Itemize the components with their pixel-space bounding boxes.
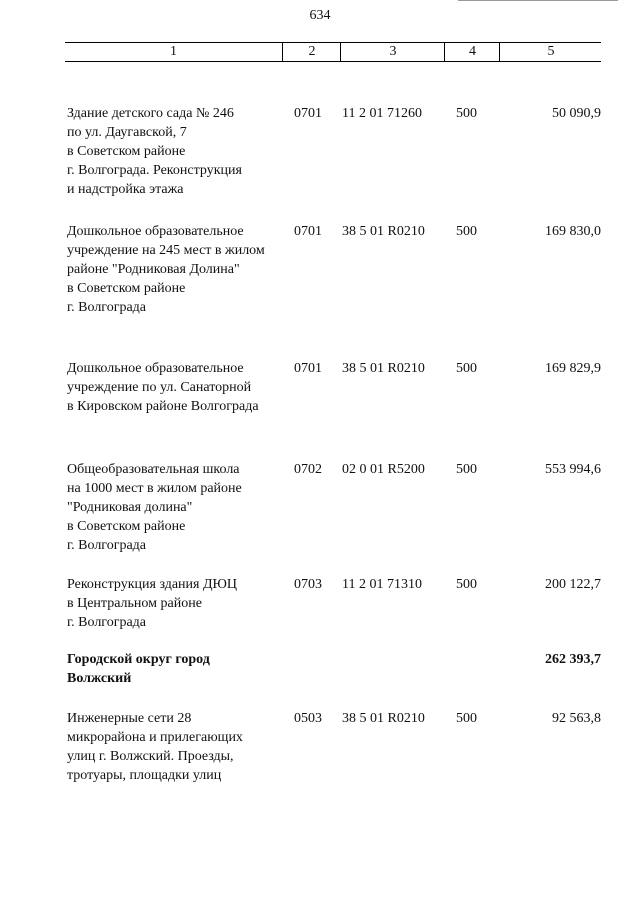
row-code: 0701 [294, 361, 322, 376]
row-target-code: 11 2 01 71310 [342, 577, 422, 592]
row-amount: 169 830,0 [545, 224, 601, 239]
column-header-2: 2 [282, 43, 341, 61]
row-expense-type: 500 [456, 711, 477, 726]
row-code: 0702 [294, 462, 322, 477]
row-amount: 262 393,7 [545, 652, 601, 667]
row-name: Здание детского сада № 246 по ул. Даугавской, 7 в Советском районе г. Волгограда. Реконструкция и надстройка этажа [67, 106, 242, 197]
row-code: 0503 [294, 711, 322, 726]
row-expense-type: 500 [456, 224, 477, 239]
row-name: Городской округ город Волжский [67, 652, 210, 686]
row-expense-type: 500 [456, 106, 477, 121]
row-expense-type: 500 [456, 361, 477, 376]
row-code: 0701 [294, 224, 322, 239]
row-target-code: 02 0 01 R5200 [342, 462, 425, 477]
column-header-5: 5 [499, 43, 602, 61]
row-code: 0701 [294, 106, 322, 121]
row-target-code: 38 5 01 R0210 [342, 361, 425, 376]
page-number: 634 [309, 8, 331, 23]
column-header-3: 3 [340, 43, 445, 61]
row-amount: 92 563,8 [552, 711, 601, 726]
table-header [65, 42, 601, 62]
row-amount: 200 122,7 [545, 577, 601, 592]
column-header-1: 1 [170, 44, 177, 59]
row-expense-type: 500 [456, 577, 477, 592]
column-header-4: 4 [444, 43, 500, 61]
row-expense-type: 500 [456, 462, 477, 477]
row-target-code: 11 2 01 71260 [342, 106, 422, 121]
row-target-code: 38 5 01 R0210 [342, 224, 425, 239]
row-target-code: 38 5 01 R0210 [342, 711, 425, 726]
row-name: Дошкольное образовательное учреждение по ул. Санаторной в Кировском районе Волгограда [67, 361, 259, 414]
row-name: Инженерные сети 28 микрорайона и прилегающих улиц г. Волжский. Проезды, тротуары, площадки улиц [67, 711, 243, 783]
row-name: Дошкольное образовательное учреждение на 245 мест в жилом районе "Родниковая Долина" в Советском районе г. Волгограда [67, 224, 265, 315]
row-amount: 553 994,6 [545, 462, 601, 477]
row-name: Общеобразовательная школа на 1000 мест в жилом районе "Родниковая долина" в Советском районе г. Волгограда [67, 462, 242, 553]
row-code: 0703 [294, 577, 322, 592]
top-edge-rule [458, 0, 618, 1]
row-name: Реконструкция здания ДЮЦ в Центральном районе г. Волгограда [67, 577, 238, 630]
row-amount: 50 090,9 [552, 106, 601, 121]
row-amount: 169 829,9 [545, 361, 601, 376]
